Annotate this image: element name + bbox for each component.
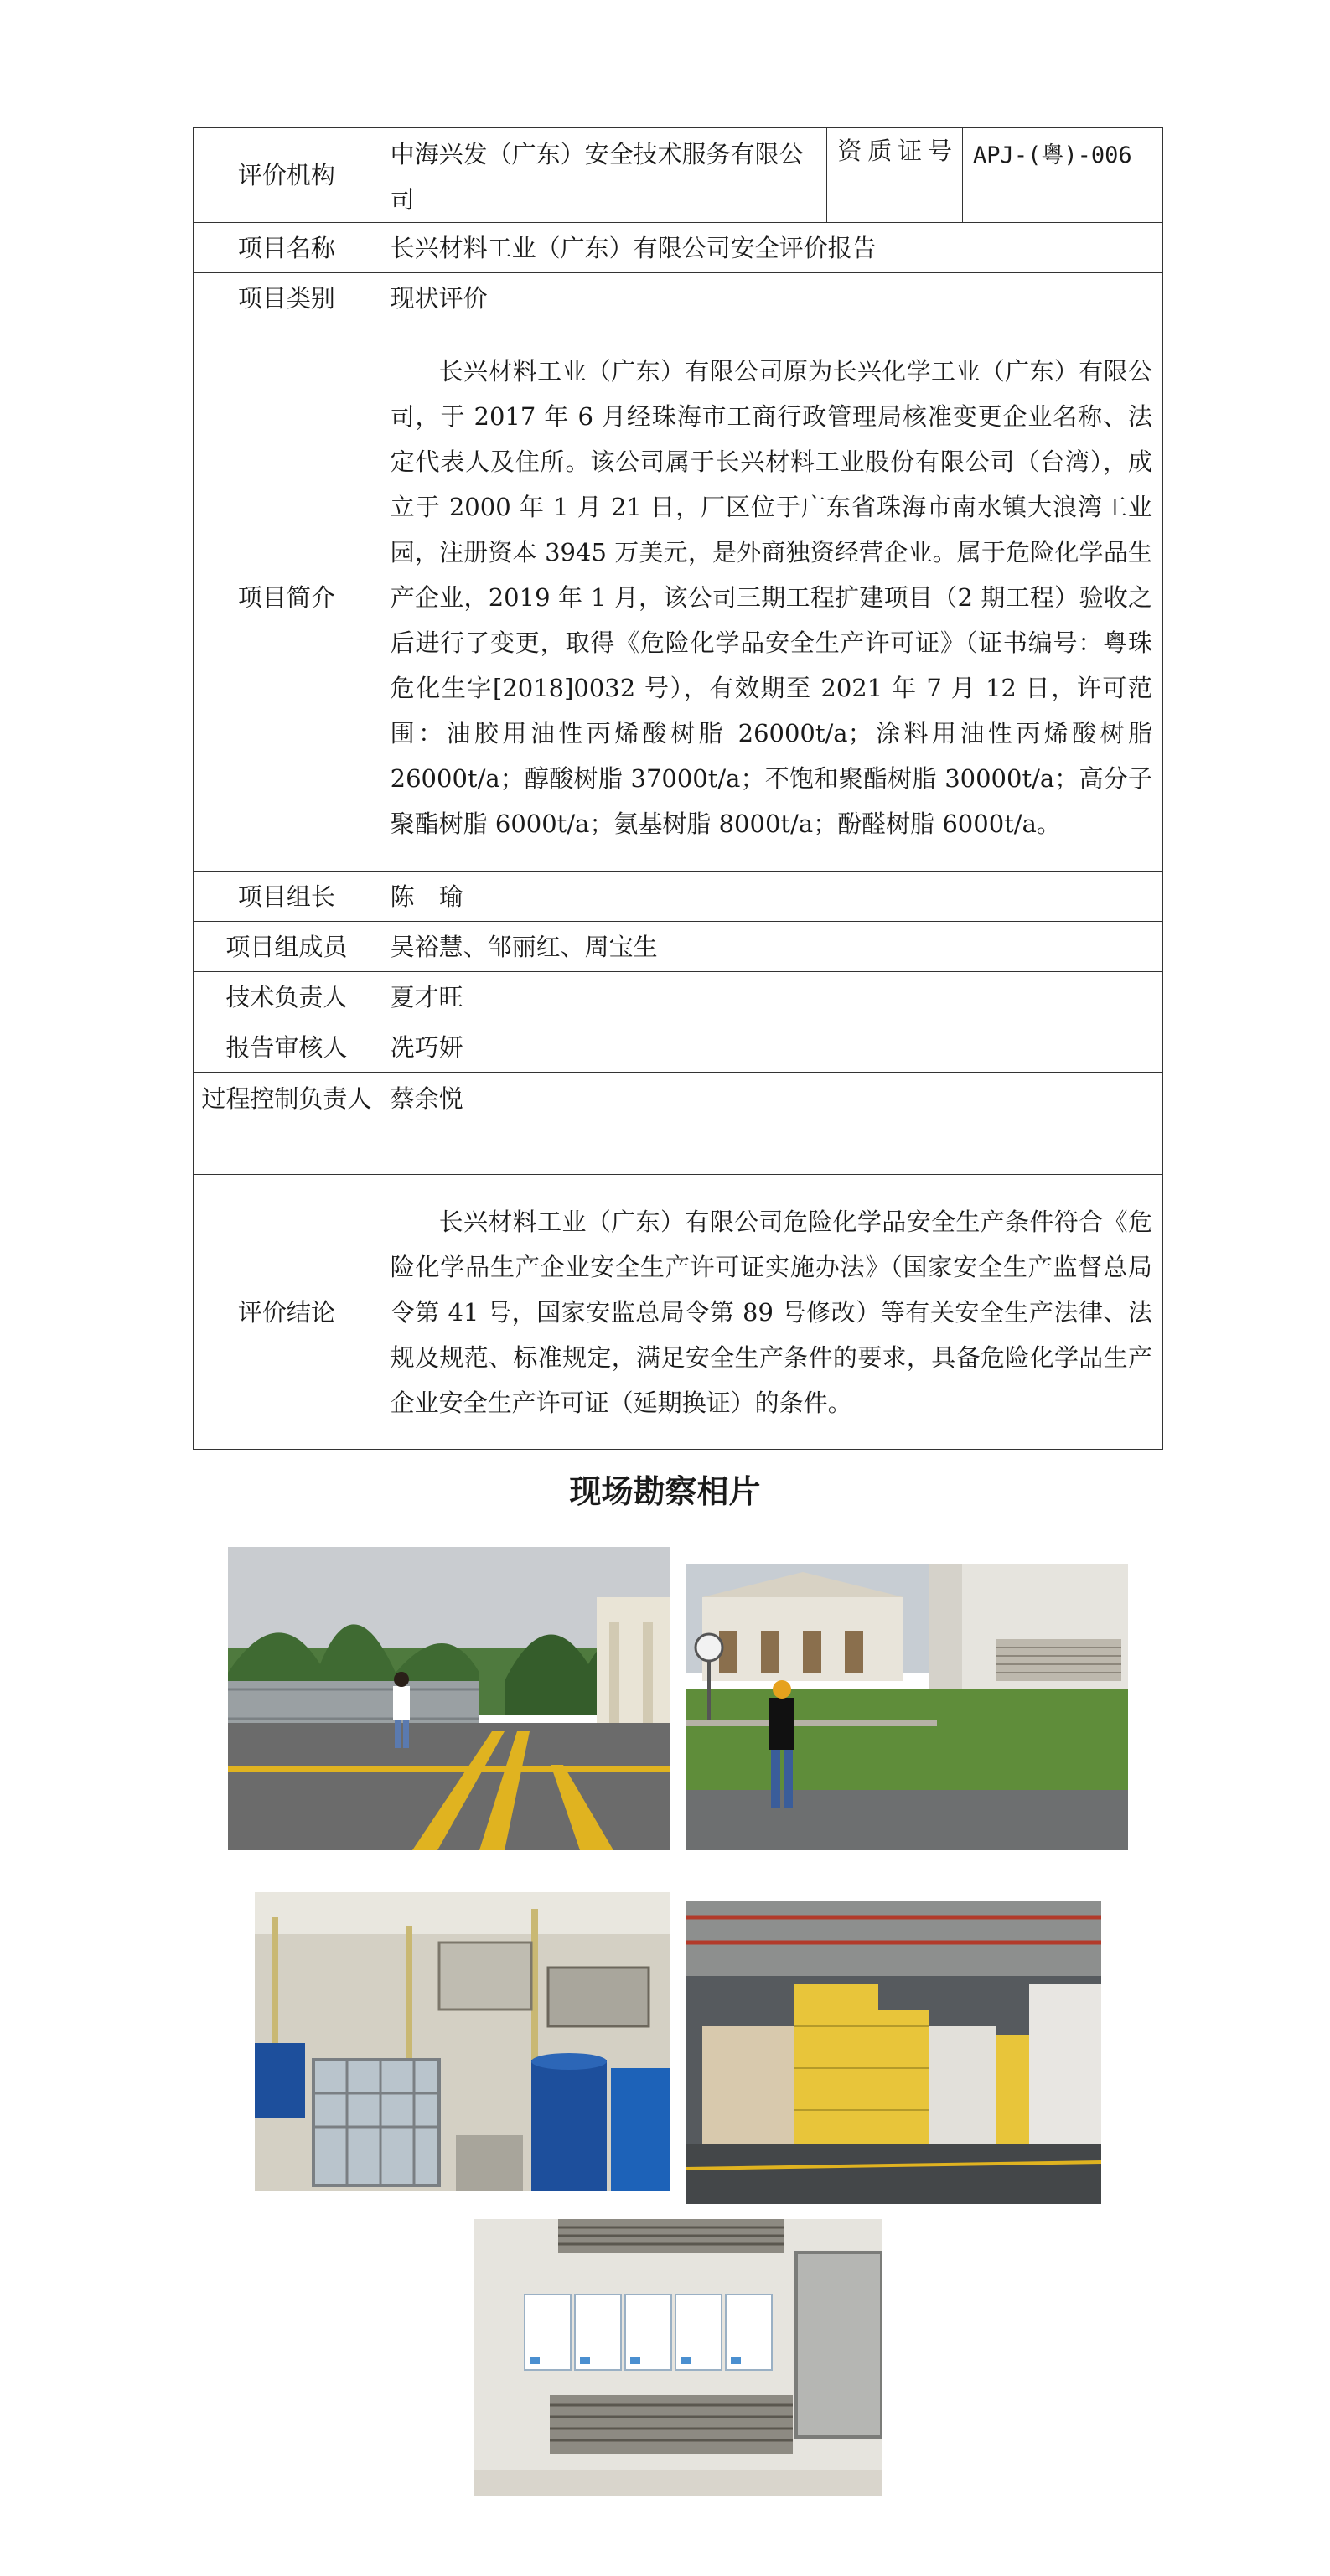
- org-value: 中海兴发（广东）安全技术服务有限公司: [380, 128, 827, 223]
- table-row-type: [194, 273, 1163, 323]
- reviewer-value: 冼巧妍: [380, 1022, 1162, 1073]
- org-label: 评价机构: [194, 128, 380, 223]
- qualification-value: APJ-(粤)-006: [963, 128, 1163, 223]
- tech-lead-label: 技术负责人: [194, 972, 380, 1022]
- process-control-value: 蔡余悦: [380, 1073, 1162, 1175]
- members-value: 吴裕慧、邹丽红、周宝生: [380, 922, 1162, 972]
- process-control-label: 过程控制负责人: [194, 1073, 380, 1175]
- project-name-value: 长兴材料工业（广东）有限公司安全评价报告: [380, 223, 1162, 273]
- table-row-intro: [194, 323, 1163, 872]
- evaluation-info-table: [193, 127, 1163, 1450]
- photo-site-inspector: [686, 1564, 1128, 1850]
- project-name-label: 项目名称: [194, 223, 380, 273]
- photo-safety-notices: [474, 2219, 882, 2496]
- leader-label: 项目组长: [194, 872, 380, 922]
- photo-warehouse-storage: [686, 1901, 1101, 2204]
- photo-production-area: [255, 1892, 670, 2191]
- project-intro-label: 项目简介: [194, 323, 380, 872]
- table-row-reviewer: [194, 1022, 1163, 1073]
- project-intro-value: 长兴材料工业（广东）有限公司原为长兴化学工业（广东）有限公司，于 2017 年 6 月经珠海市工商行政管理局核准变更企业名称、法定代表人及住所。该公司属于长兴材料工业股份有限公司（台湾），成立于 2000 年 1 月 21 日，厂区位于广东省珠海市南水镇大浪湾工业园，注册资本 3945 万美元，是外商独资经营企业。属于危险化学品生产企业，2019 年 1 月，该公司三期工程扩建项目（2 期工程）验收之后进行了变更，取得《危险化学品安全生产许可证》（证书编号：粤珠危化生字[2018]0032 号），有效期至 2021 年 7 月 12 日，许可范围：油胶用油性丙烯酸树脂 26000t/a；涂料用油性丙烯酸树脂 26000t/a；醇酸树脂 37000t/a；不饱和聚酯树脂 30000t/a；高分子聚酯树脂 6000t/a；氨基树脂 8000t/a；酚醛树脂 6000t/a。: [380, 323, 1162, 872]
- table-row-org: [194, 128, 1163, 223]
- reviewer-label: 报告审核人: [194, 1022, 380, 1073]
- table-row-conclusion: [194, 1175, 1163, 1450]
- table-row-name: [194, 223, 1163, 273]
- table-row-process: [194, 1073, 1163, 1175]
- table-row-members: [194, 922, 1163, 972]
- conclusion-label: 评价结论: [194, 1175, 380, 1450]
- leader-value: 陈 瑜: [380, 872, 1162, 922]
- tech-lead-value: 夏才旺: [380, 972, 1162, 1022]
- project-type-label: 项目类别: [194, 273, 380, 323]
- photos-section-title: 现场勘察相片: [569, 1473, 761, 1510]
- table-row-leader: [194, 872, 1163, 922]
- qualification-label: 资质证号: [827, 128, 963, 223]
- conclusion-value: 长兴材料工业（广东）有限公司危险化学品安全生产条件符合《危险化学品生产企业安全生产许可证实施办法》（国家安全生产监督总局令第 41 号，国家安监总局令第 89 号修改）等有关安全生产法律、法规及规范、标准规定，满足安全生产条件的要求，具备危险化学品生产企业安全生产许可证（延期换证）的条件。: [380, 1175, 1162, 1450]
- table-row-tech: [194, 972, 1163, 1022]
- members-label: 项目组成员: [194, 922, 380, 972]
- photo-factory-gate: [228, 1547, 670, 1850]
- project-type-value: 现状评价: [380, 273, 1162, 323]
